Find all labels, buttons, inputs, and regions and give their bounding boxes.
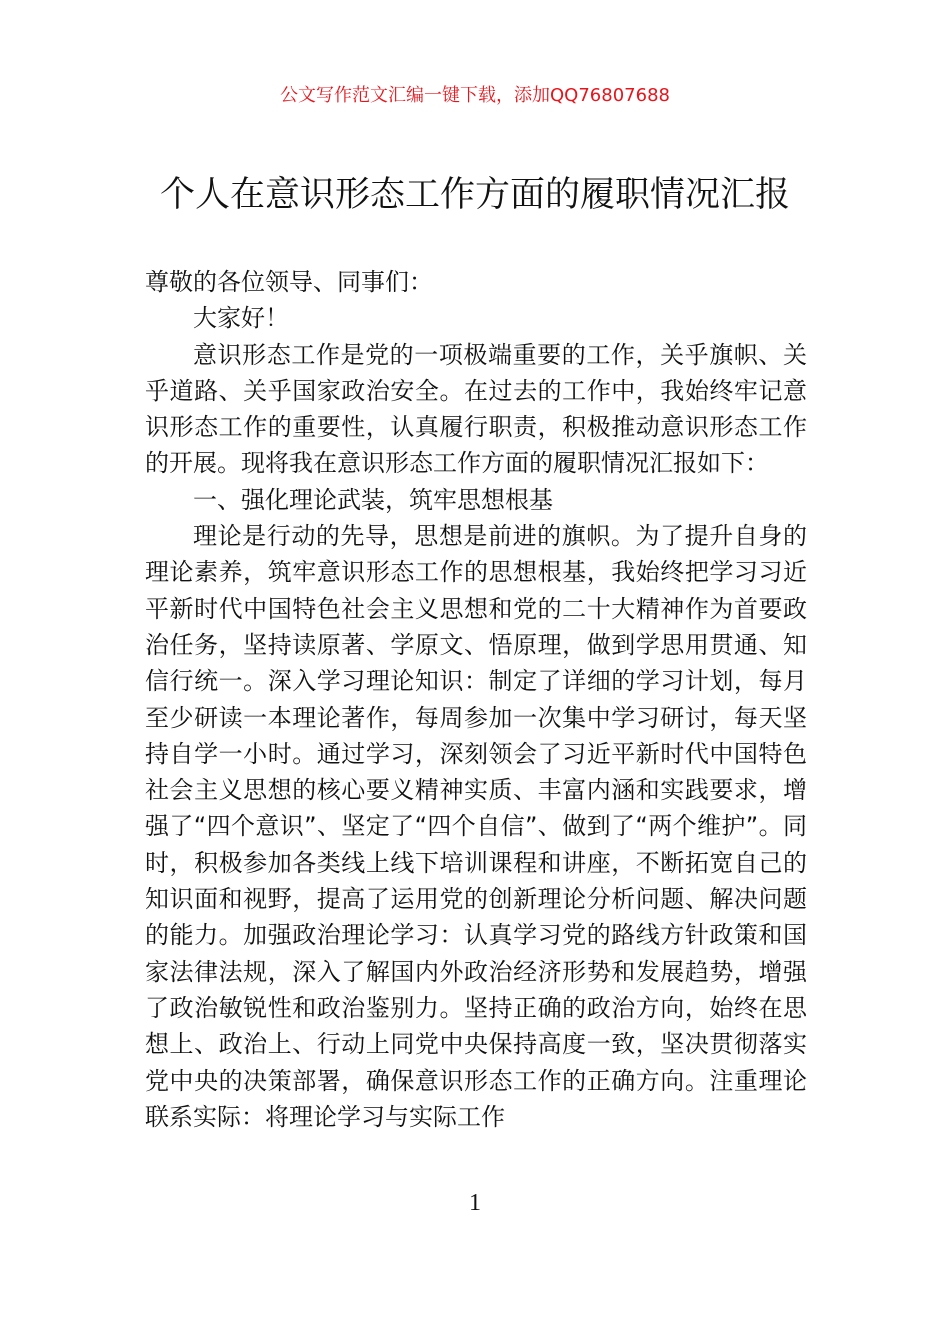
page-number: 1 — [469, 1190, 481, 1216]
intro-paragraph: 意识形态工作是党的一项极端重要的工作，关乎旗帜、关乎道路、关乎国家政治安全。在过去的工作中，我始终牢记意识形态工作的重要性，认真履行职责，积极推动意识形态工作的开展。现将我在意识形态工作方面的履职情况汇报如下： — [145, 340, 807, 478]
section-paragraph: 理论是行动的先导，思想是前进的旗帜。为了提升自身的理论素养，筑牢意识形态工作的思想根基，我始终把学习习近平新时代中国特色社会主义思想和党的二十大精神作为首要政治任务，坚持读原著、学原文、悟原理，做到学思用贯通、知信行统一。深入学习理论知识：制定了详细的学习计划，每月至少研读一本理论著作，每周参加一次集中学习研讨，每天坚持自学一小时。通过学习，深刻领会了习近平新时代中国特色社会主义思想的核心要义精神实质、丰富内涵和实践要求，增强了“四个意识”、坚定了“四个自信”、做到了“两个维护”。同时，积极参加各类线上线下培训课程和讲座，不断拓宽自己的知识面和视野，提高了运用党的创新理论分析问题、解决问题的能力。加强政治理论学习：认真学习党的路线方针政策和国家法律法规，深入了解国内外政治经济形势和发展趋势，增强了政治敏锐性和政治鉴别力。坚持正确的政治方向，始终在思想上、政治上、行动上同党中央保持高度一致，坚决贯彻落实党中央的决策部署，确保意识形态工作的正确方向。注重理论联系实际：将理论学习与实际工作 — [145, 522, 807, 1131]
salutation: 尊敬的各位领导、同事们： — [145, 268, 433, 296]
document-body — [145, 264, 807, 1135]
section-heading: 一、强化理论武装，筑牢思想根基 — [193, 485, 553, 514]
document-title: 个人在意识形态工作方面的履职情况汇报 — [159, 175, 790, 215]
download-banner: 公文写作范文汇编一键下载，添加QQ76807688 — [280, 85, 670, 106]
greeting: 大家好！ — [193, 304, 289, 333]
